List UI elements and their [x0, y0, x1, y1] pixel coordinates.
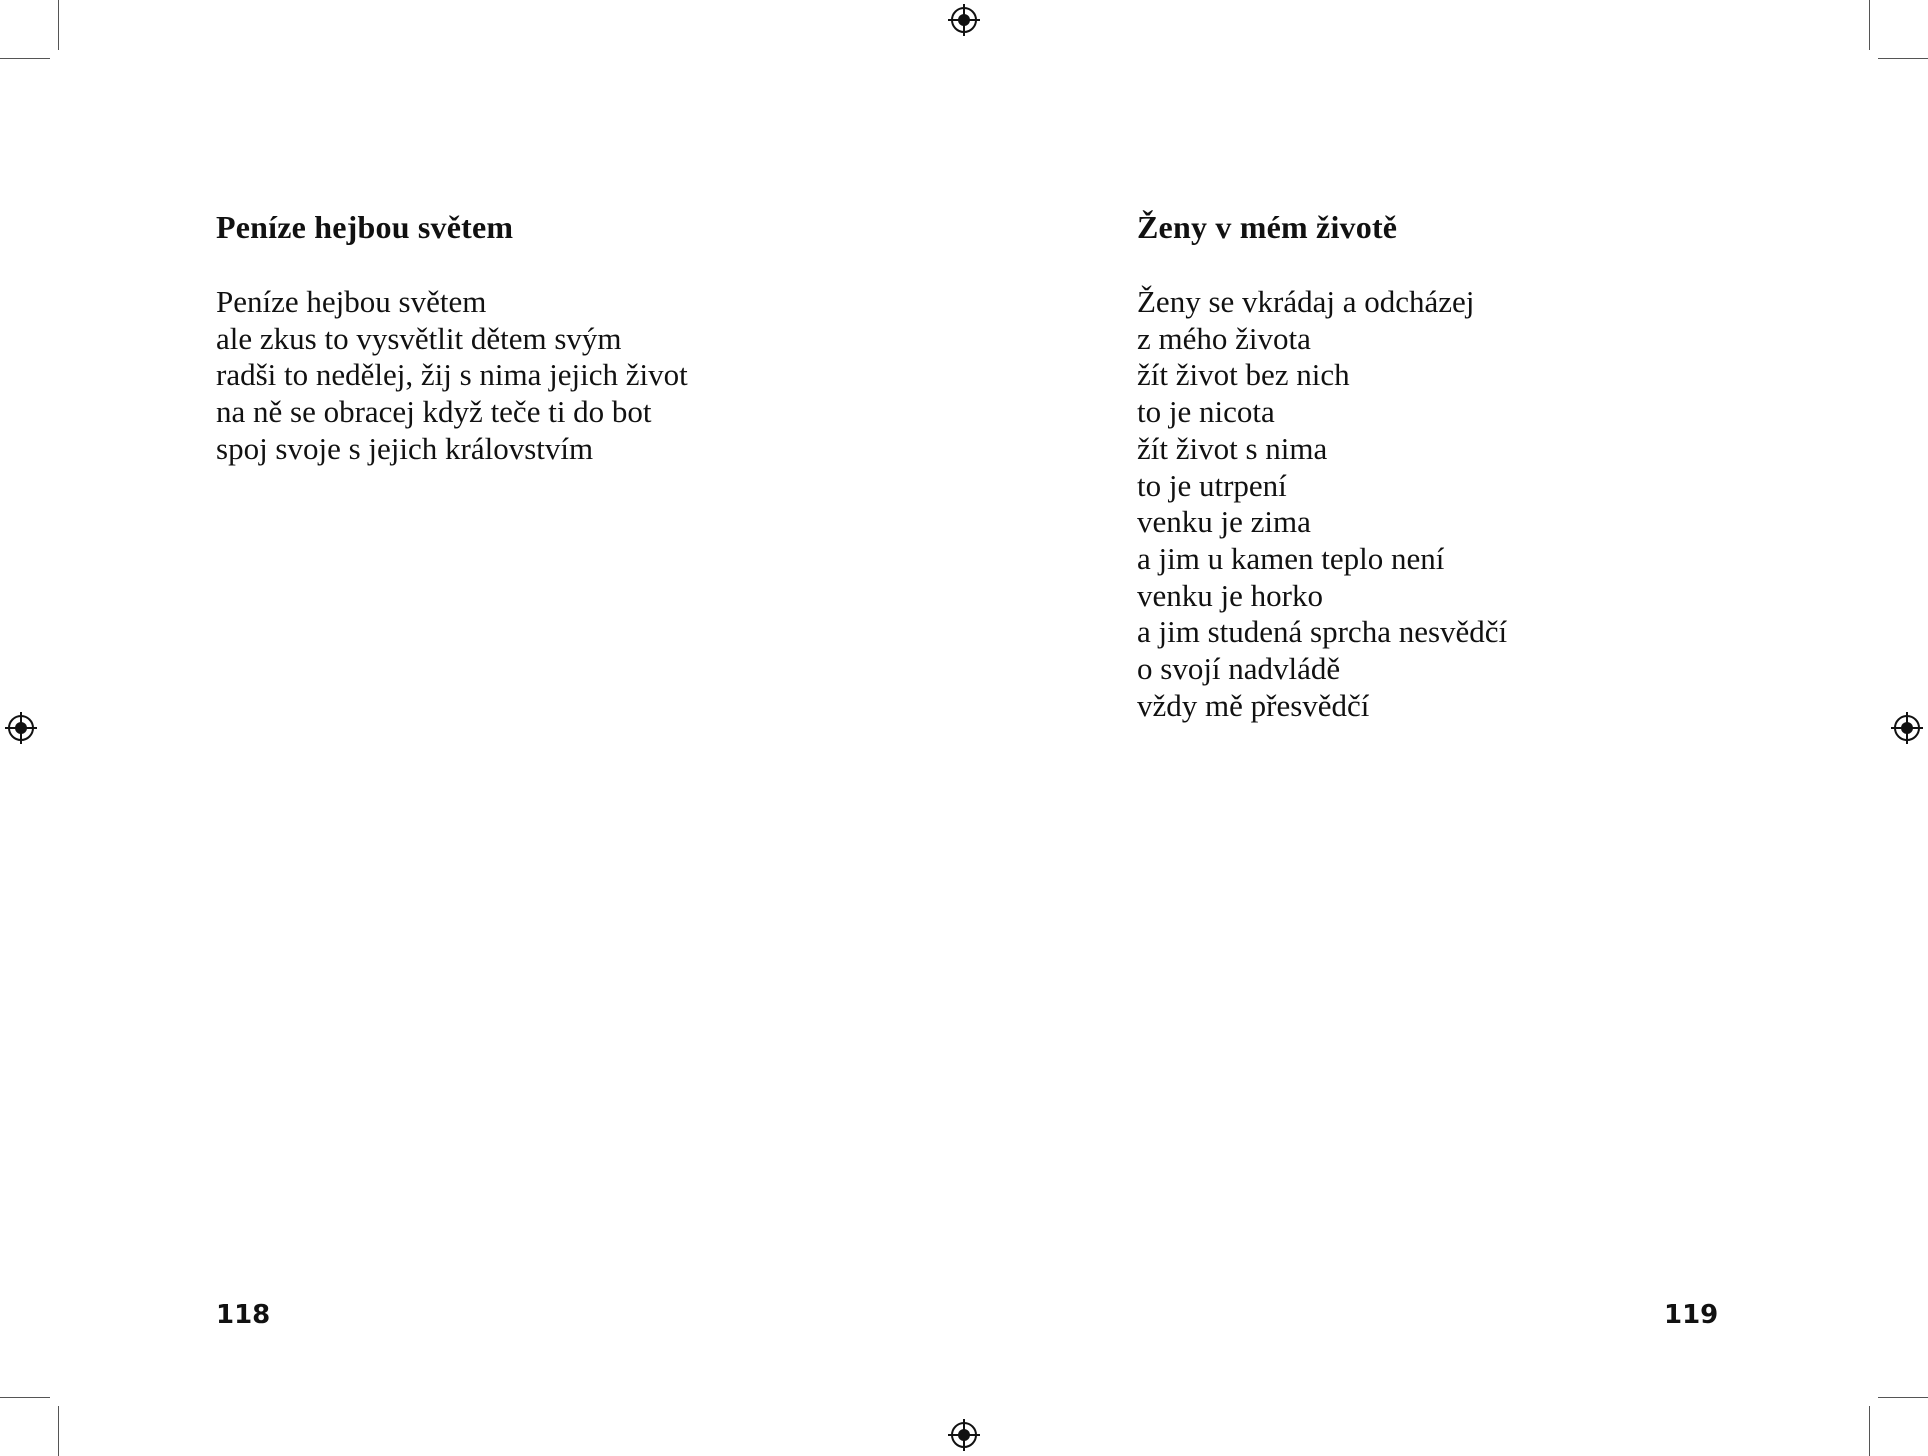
registration-mark-icon: [1889, 710, 1925, 746]
poem-line: a jim studená sprcha nesvědčí: [1137, 614, 1508, 650]
poem-title: Peníze hejbou světem: [216, 209, 514, 245]
poem-line: žít život bez nich: [1137, 357, 1350, 393]
crop-mark-bottom-right-vertical: [1869, 1406, 1870, 1456]
poem-line: Ženy se vkrádaj a odcházej: [1137, 284, 1475, 319]
registration-mark-icon: [946, 2, 982, 38]
crop-mark-top-left-vertical: [58, 0, 59, 50]
crop-mark-top-right-vertical: [1869, 0, 1870, 50]
crop-mark-bottom-left-vertical: [58, 1406, 59, 1456]
page-number: 118: [216, 1300, 271, 1330]
poem-line: venku je zima: [1137, 504, 1311, 540]
poem-title: Ženy v mém životě: [1137, 209, 1398, 245]
poem-body: [216, 284, 688, 468]
poem-line: venku je horko: [1137, 577, 1323, 613]
poem-line: to je nicota: [1137, 394, 1275, 430]
poem-line: z mého života: [1137, 320, 1311, 356]
poem-line: spoj svoje s jejich královstvím: [216, 430, 594, 466]
page-number: 119: [1664, 1300, 1719, 1330]
poem-line: ale zkus to vysvětlit dětem svým: [216, 320, 622, 356]
registration-mark-icon: [3, 710, 39, 746]
poem-line: radši to nedělej, žij s nima jejich život: [216, 357, 688, 393]
poem-line: vždy mě přesvědčí: [1137, 687, 1370, 723]
crop-mark-bottom-left-horizontal: [0, 1397, 50, 1398]
poem-body: [1137, 284, 1507, 724]
poem-line: Peníze hejbou světem: [216, 284, 487, 319]
crop-mark-top-left-horizontal: [0, 58, 50, 59]
poem-line: žít život s nima: [1137, 430, 1328, 466]
poem-line: o svojí nadvládě: [1137, 651, 1341, 687]
poem-line: na ně se obracej když teče ti do bot: [216, 394, 652, 430]
crop-mark-top-right-horizontal: [1878, 58, 1928, 59]
poem-line: to je utrpení: [1137, 467, 1287, 503]
crop-mark-bottom-right-horizontal: [1878, 1397, 1928, 1398]
poem-line: a jim u kamen teplo není: [1137, 540, 1445, 576]
registration-mark-icon: [946, 1417, 982, 1453]
